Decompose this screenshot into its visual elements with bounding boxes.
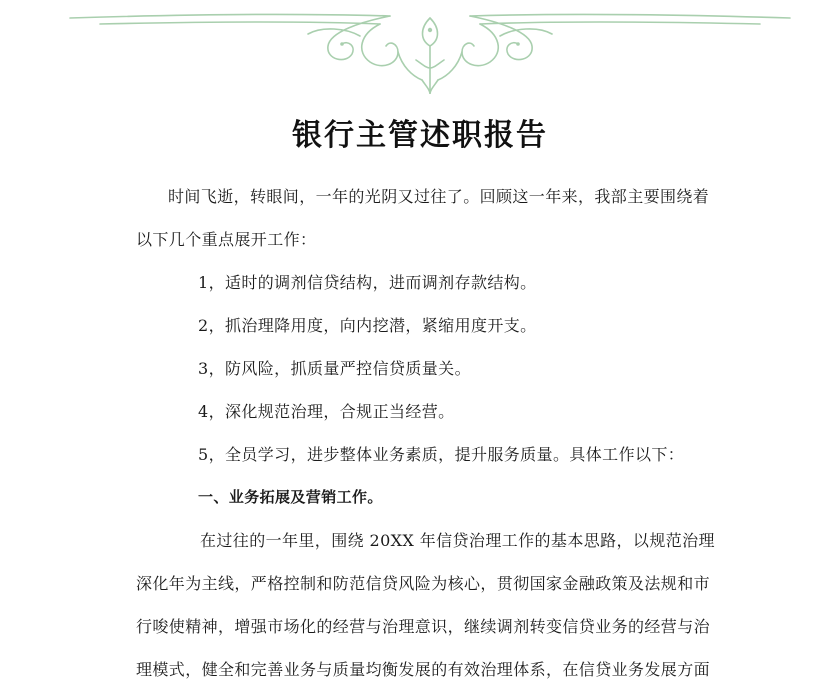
section-heading: 一、业务拓展及营销工作。 bbox=[198, 488, 383, 506]
list-item-4: 4，深化规范治理，合规正当经营。 bbox=[198, 402, 455, 421]
document-title: 银行主管述职报告 bbox=[292, 118, 548, 153]
section-paragraph: 在过往的一年里，围绕 20XX 年信贷治理工作的基本思路，以规范治理深化年为主线，严格控制和防范信贷风险为核心，贯彻国家金融政策及法规和市行唆使精神，增强市场化的经营与治理意识，继续调剂转变信贷业务的经营与治理模式，健全和完善业务与质量均衡发展的有效治理体系，在信贷业务发展方面 bbox=[136, 531, 715, 679]
list-item-2: 2，抓治理降用度，向内挖潜，紧缩用度开支。 bbox=[198, 316, 537, 335]
intro-paragraph: 时间飞逝，转眼间，一年的光阴又过往了。回顾这一年来，我部主要围绕着以下几个重点展开工作： bbox=[136, 187, 710, 249]
document-body bbox=[136, 175, 716, 691]
list-item-3: 3，防风险，抓质量严控信贷质量关。 bbox=[198, 359, 471, 378]
decorative-header-ornament bbox=[60, 6, 800, 98]
list-item-5: 5，全员学习，进步整体业务素质，提升服务质量。具体工作以下： bbox=[198, 445, 685, 464]
list-item-1: 1，适时的调剂信贷结构，进而调剂存款结构。 bbox=[198, 273, 537, 292]
